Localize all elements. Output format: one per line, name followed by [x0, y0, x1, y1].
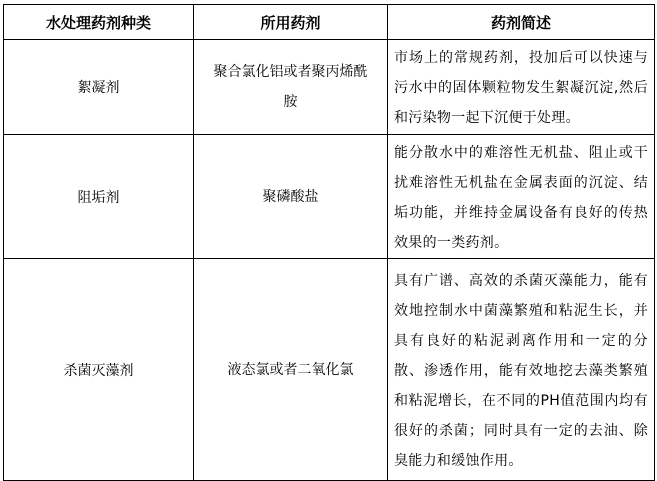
cell-type: 絮凝剂 — [4, 40, 194, 135]
chemical-table — [3, 4, 655, 481]
cell-desc: 市场上的常规药剂，投加后可以快速与污水中的固体颗粒物发生絮凝沉淀,然后和污染物一起下沉便于处理。 — [388, 40, 655, 135]
header-drug: 所用药剂 — [194, 5, 388, 40]
cell-drug: 液态氯或者二氧化氯 — [194, 259, 388, 481]
header-type: 水处理药剂种类 — [4, 5, 194, 40]
cell-drug: 聚合氯化铝或者聚丙烯酰胺 — [194, 40, 388, 135]
cell-type: 阻垢剂 — [4, 135, 194, 259]
cell-desc: 能分散水中的难溶性无机盐、阻止或干扰难溶性无机盐在金属表面的沉淀、结垢功能，并维持金属设备有良好的传热效果的一类药剂。 — [388, 135, 655, 259]
table-header-row — [4, 5, 655, 40]
table-row — [4, 259, 655, 481]
cell-desc: 具有广谱、高效的杀菌灭藻能力，能有效地控制水中菌藻繁殖和粘泥生长，并具有良好的粘泥剥离作用和一定的分散、渗透作用，能有效地挖去藻类繁殖和粘泥增长，在不同的PH值范围内均有很好的杀菌；同时具有一定的去油、除臭能力和缓蚀作用。 — [388, 259, 655, 481]
table-row — [4, 135, 655, 259]
cell-drug: 聚磷酸盐 — [194, 135, 388, 259]
header-desc: 药剂简述 — [388, 5, 655, 40]
table-row — [4, 40, 655, 135]
cell-type: 杀菌灭藻剂 — [4, 259, 194, 481]
